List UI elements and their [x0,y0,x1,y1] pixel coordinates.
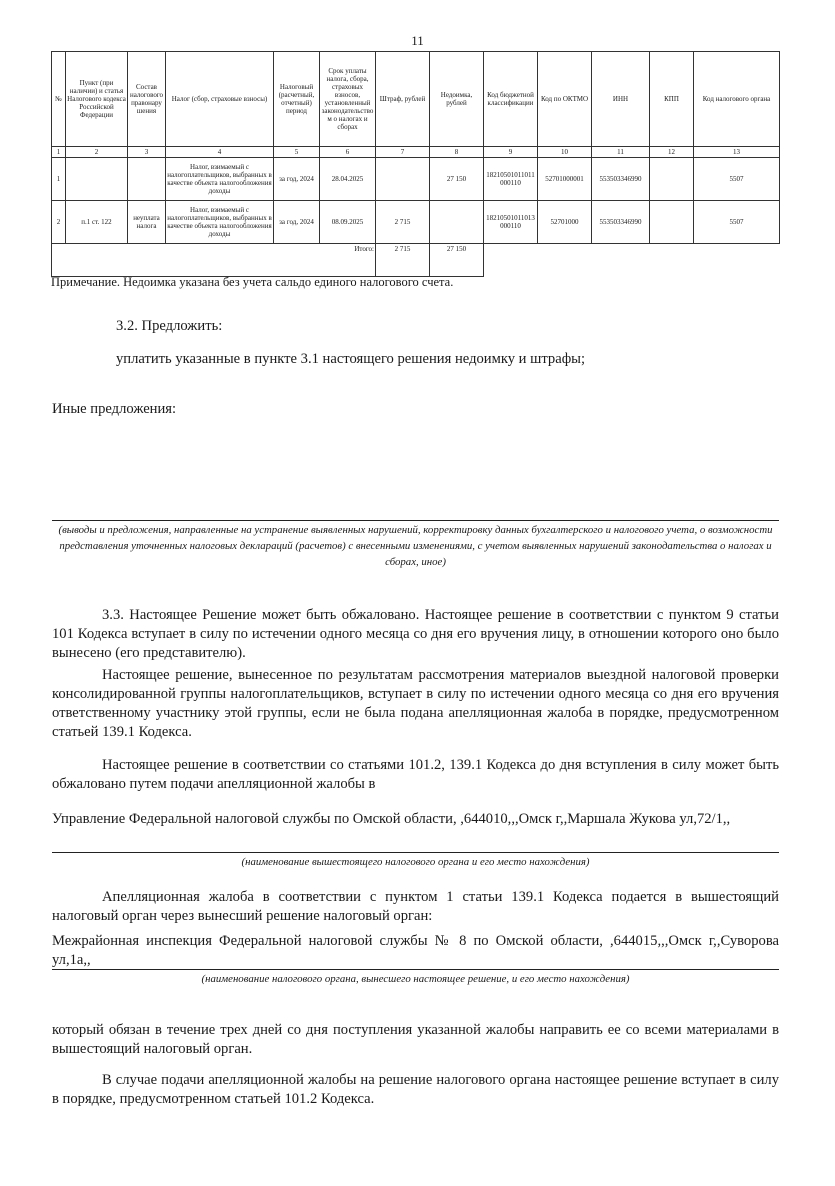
paragraph-final: В случае подачи апелляционной жалобы на решение налогового органа настоящее решение вступает в силу в порядке, предусмотренном статьей 101.2 Кодекса. [52,1072,779,1107]
header-cell: ИНН [592,52,650,147]
header-cell: КПП [650,52,694,147]
section-3-2-heading: 3.2. Предложить: [116,318,223,334]
table-total-row [52,244,780,277]
higher-authority: Управление Федеральной налоговой службы по Омской области, ,644010,,,Омск г,,Маршала Жукова ул,72/1,, [52,811,731,827]
proposals-caption: (выводы и предложения, направленные на устранение выявленных нарушений, корректировку данных бухгалтерского и налогового учета, о возможности представления уточненных налоговых деклараций (расчетов) с внесенными изменениями, с учетом выявленных нарушений законодательства о налогах и сборах, иное) [58,524,773,568]
column-number: 11 [592,147,650,158]
table-cell: 52701000 [538,201,592,244]
column-number: 1 [52,147,66,158]
table-header-row [52,52,780,147]
column-number: 12 [650,147,694,158]
header-cell: Пункт (при наличии) и статья Налогового кодекса Российской Федерации [66,52,128,147]
paragraph-submit: Апелляционная жалоба в соответствии с пунктом 1 статьи 139.1 Кодекса подается в вышестоящий налоговый орган через вынесший решение налоговый орган: [52,889,779,924]
table-cell [650,201,694,244]
table-cell: 5507 [694,201,780,244]
table-cell: 553503346990 [592,158,650,201]
table-cell: 18210501011013000110 [484,201,538,244]
table-cell: за год, 2024 [274,158,320,201]
table-cell: неуплата налога [128,201,166,244]
table-cell: 2 [52,201,66,244]
table-row [52,158,780,201]
paragraph-forward: который обязан в течение трех дней со дня поступления указанной жалобы направить ее со всеми материалами в вышестоящий налоговый орган. [52,1022,779,1057]
table-cell [128,158,166,201]
table-cell [650,158,694,201]
header-cell: Налог (сбор, страховые взносы) [166,52,274,147]
proposals-underline [52,520,779,521]
total-arrears: 27 150 [430,244,484,277]
issuing-authority-underline [52,969,779,970]
column-number: 6 [320,147,376,158]
table-cell: 18210501011011000110 [484,158,538,201]
table-row [52,201,780,244]
column-number: 4 [166,147,274,158]
table-cell: Налог, взимаемый с налогоплательщиков, выбранных в качестве объекта налогообложения доходы [166,158,274,201]
other-proposals-label: Иные предложения: [52,401,177,417]
column-number: 8 [430,147,484,158]
table-cell: Налог, взимаемый с налогоплательщиков, выбранных в качестве объекта налогообложения доходы [166,201,274,244]
table-cell: 553503346990 [592,201,650,244]
header-cell: Состав налогового правонарушения [128,52,166,147]
header-cell: Налоговый (расчетный, отчетный) период [274,52,320,147]
table-cell [376,158,430,201]
table-cell: за год, 2024 [274,201,320,244]
column-number: 3 [128,147,166,158]
table-cell: 5507 [694,158,780,201]
table-cell: 52701000001 [538,158,592,201]
column-number-row [52,147,780,158]
header-cell: Код по ОКТМО [538,52,592,147]
table-note: Примечание. Недоимка указана без учета сальдо единого налогового счета. [51,275,454,289]
total-label: Итого: [52,244,376,277]
table-cell: 27 150 [430,158,484,201]
header-cell: Код налогового органа [694,52,780,147]
header-cell: Срок уплаты налога, сбора, страховых взносов, установленный законодательством о налогах и сборах [320,52,376,147]
issuing-authority-caption: (наименование налогового органа, вынесшего настоящее решение, и его место нахождения) [201,973,630,985]
column-number: 10 [538,147,592,158]
higher-authority-caption: (наименование вышестоящего налогового органа и его место нахождения) [241,856,590,868]
column-number: 7 [376,147,430,158]
header-cell: № [52,52,66,147]
table-cell: 28.04.2025 [320,158,376,201]
column-number: 9 [484,147,538,158]
page-number: 11 [411,33,424,48]
higher-authority-underline [52,852,779,853]
section-3-2-text: уплатить указанные в пункте 3.1 настоящего решения недоимку и штрафы; [116,351,586,367]
table-cell: 2 715 [376,201,430,244]
paragraph-appeal: Настоящее решение в соответствии со статьями 101.2, 139.1 Кодекса до дня вступления в силу может быть обжаловано путем подачи апелляционной жалобы в [52,757,779,792]
table-cell: 1 [52,158,66,201]
table-cell [430,201,484,244]
header-cell: Штраф, рублей [376,52,430,147]
issuing-authority: Межрайонная инспекция Федеральной налоговой службы № 8 по Омской области, ,644015,,,Омск г,,Суворова ул,1а,, [52,933,779,968]
table-cell [66,158,128,201]
table-cell: п.1 ст. 122 [66,201,128,244]
total-fine: 2 715 [376,244,430,277]
table-cell: 08.09.2025 [320,201,376,244]
column-number: 13 [694,147,780,158]
column-number: 5 [274,147,320,158]
column-number: 2 [66,147,128,158]
paragraph-group: Настоящее решение, вынесенное по результатам рассмотрения материалов выездной налоговой проверки консолидированной группы налогоплательщиков, вступает в силу по истечении одного месяца со дня его вручения ответственному участнику этой группы, если не была подана апелляционная жалоба в порядке, предусмотренном статьей 139.1 Кодекса. [52,667,779,740]
header-cell: Недоимка, рублей [430,52,484,147]
paragraph-3-3: 3.3. Настоящее Решение может быть обжаловано. Настоящее решение в соответствии с пунктом 9 статьи 101 Кодекса вступает в силу по истечении одного месяца со дня его вручения лицу, в отношении которого оно было вынесено (его представителю). [52,607,779,661]
tax-violations-table [51,51,780,277]
header-cell: Код бюджетной классификации [484,52,538,147]
